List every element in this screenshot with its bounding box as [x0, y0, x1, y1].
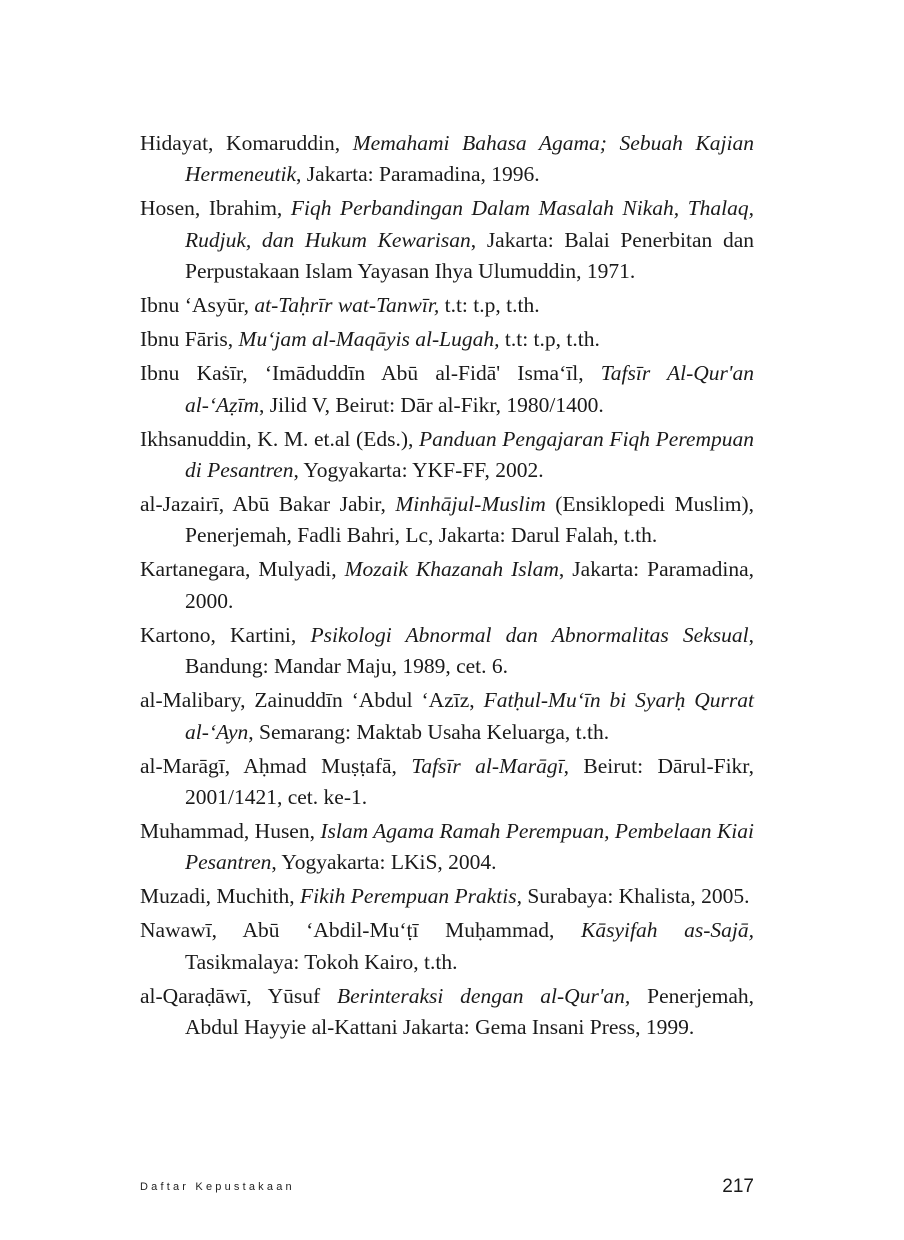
entry-title: Mu‘jam al-Maqāyis al-Lugah,	[238, 327, 500, 352]
bibliography-entry	[140, 128, 754, 191]
entry-author: Ikhsanuddin, K. M. et.al (Eds.),	[140, 426, 419, 451]
entry-title: Fatḥul-Mu‘īn bi Syarḥ Qurrat al-‘Ayn	[185, 688, 754, 744]
entry-title: Fikih Perempuan Praktis,	[300, 884, 522, 909]
entry-publication: , Jakarta: Paramadina, 2000.	[185, 557, 755, 613]
entry-publication: , Jakarta: Balai Penerbitan dan Perpustakaan Islam Yayasan Ihya Ulumuddin, 1971.	[185, 227, 754, 284]
bibliography-entry	[140, 751, 754, 814]
bibliography-entry	[140, 620, 754, 683]
entry-author: al-Jazairī, Abū Bakar Jabir,	[140, 492, 396, 517]
bibliography-entry	[140, 685, 754, 748]
bibliography-entry	[140, 881, 754, 912]
entry-author: al-Malibary, Zainuddīn ‘Abdul ‘Azīz,	[140, 688, 484, 713]
entry-title: Memahami Bahasa Agama; Sebuah Kajian Hermeneutik	[185, 131, 754, 187]
footer-section-label: Daftar Kepustakaan	[140, 1181, 295, 1193]
entry-author: Kartono, Kartini,	[140, 622, 311, 647]
entry-author: Nawawī, Abū ‘Abdil-Mu‘ṭī Muḥammad,	[140, 918, 582, 943]
entry-author: al-Marāgī, Aḥmad Muṣṭafā,	[140, 753, 412, 778]
entry-publication: , Jilid V, Beirut: Dār al-Fikr, 1980/1400.	[259, 392, 604, 417]
bibliography-entry	[140, 489, 754, 552]
entry-author: Hidayat, Komaruddin,	[140, 131, 353, 155]
page-number: 217	[722, 1176, 754, 1197]
entry-title: Islam Agama Ramah Perempuan, Pembelaan Kiai Pesantren	[185, 819, 754, 875]
bibliography-entry	[140, 915, 754, 978]
entry-publication: (Ensiklopedi Muslim), Penerjemah, Fadli Bahri, Lc, Jakarta: Darul Falah, t.th.	[185, 492, 755, 548]
bibliography-entry	[140, 424, 754, 487]
entry-author: Ibnu Kaṡīr, ‘Imāduddīn Abū al-Fidā' Isma‘īl,	[140, 361, 601, 386]
entry-title: Tafsīr al-Marāgī	[411, 753, 564, 778]
entry-publication: Surabaya: Khalista, 2005.	[521, 884, 750, 909]
entry-publication: t.t: t.p, t.th.	[499, 327, 600, 352]
entry-author: Muhammad, Husen,	[140, 819, 321, 844]
entry-publication: , Semarang: Maktab Usaha Keluarga, t.th.	[248, 719, 610, 744]
entry-publication: , Yogyakarta: YKF-FF, 2002.	[293, 458, 544, 483]
bibliography-entry	[140, 981, 754, 1044]
bibliography-entry	[140, 290, 754, 321]
entry-title: Kāsyifah as-Sajā,	[581, 918, 754, 943]
bibliography-list	[140, 128, 754, 1046]
entry-publication: , Bandung: Mandar Maju, 1989, cet. 6.	[185, 622, 754, 679]
bibliography-entry	[140, 193, 754, 287]
entry-publication: Tasikmalaya: Tokoh Kairo, t.th.	[185, 949, 458, 974]
entry-publication: , Beirut: Dārul-Fikr, 2001/1421, cet. ke-1.	[185, 753, 754, 810]
entry-publication: t.t: t.p, t.th.	[439, 293, 540, 318]
entry-publication: , Yogyakarta: LKiS, 2004.	[271, 850, 497, 875]
entry-publication: , Jakarta: Paramadina, 1996.	[296, 162, 540, 187]
entry-author: Ibnu ‘Asyūr,	[140, 293, 255, 318]
bibliography-entry	[140, 358, 754, 421]
entry-title: Mozaik Khazanah Islam	[344, 557, 559, 582]
entry-author: Ibnu Fāris,	[140, 327, 239, 352]
entry-author: Kartanegara, Mulyadi,	[140, 557, 345, 582]
bibliography-entry	[140, 554, 754, 617]
entry-title: Minhājul-Muslim	[395, 492, 546, 517]
entry-title: at-Taḥrīr wat-Tanwīr,	[254, 293, 440, 318]
bibliography-entry	[140, 816, 754, 879]
entry-title: Berinteraksi dengan al-Qur'an,	[337, 983, 631, 1008]
entry-title: Fiqh Perbandingan Dalam Masalah Nikah, Thalaq, Rudjuk, dan Hukum Kewarisan	[185, 196, 755, 252]
entry-title: Tafsīr Al-Qur'an al-‘Aẓīm	[185, 361, 754, 417]
entry-title: Panduan Pengajaran Fiqh Perempuan di Pesantren	[185, 426, 754, 483]
entry-title: Psikologi Abnormal dan Abnormalitas Seksual	[310, 622, 749, 647]
entry-author: Hosen, Ibrahim,	[140, 196, 291, 221]
bibliography-entry	[140, 324, 754, 355]
entry-publication: Penerjemah, Abdul Hayyie al-Kattani Jakarta: Gema Insani Press, 1999.	[185, 983, 754, 1040]
entry-author: al-Qaraḍāwī, Yūsuf	[140, 983, 338, 1008]
entry-author: Muzadi, Muchith,	[140, 884, 301, 909]
